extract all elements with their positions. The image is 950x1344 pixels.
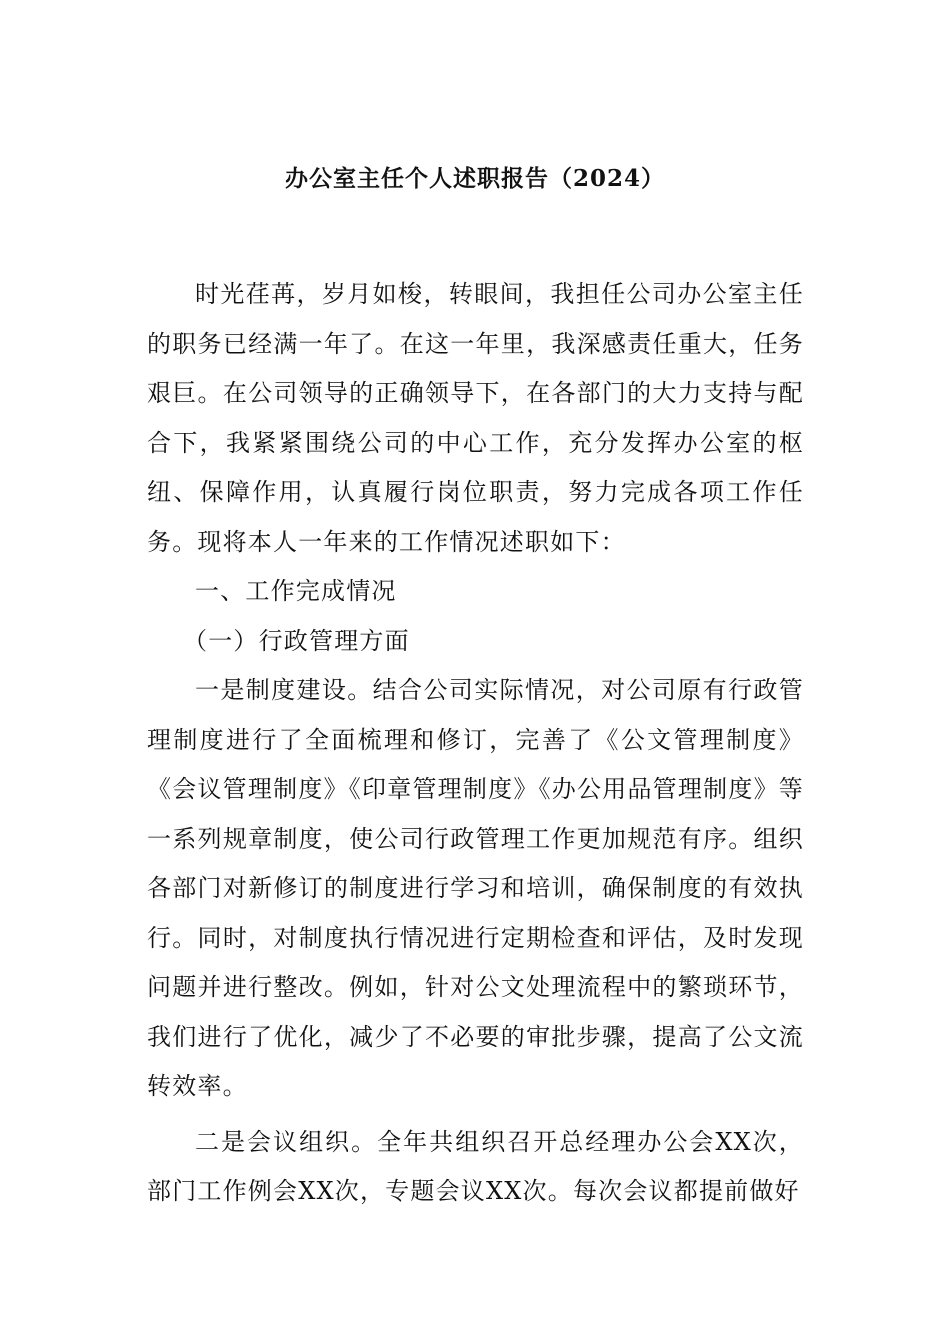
document-title: 办公室主任个人述职报告（2024） [284, 165, 665, 192]
paragraph-meeting-organization: 二是会议组织。全年共组织召开总经理办公会XX次，部门工作例会XX次，专题会议XX次。每次会议都提前做好 [147, 1127, 804, 1205]
subsection-heading-administration: （一）行政管理方面 [183, 626, 410, 655]
intro-paragraph: 时光荏苒，岁月如梭，转眼间，我担任公司办公室主任的职务已经满一年了。在这一年里，我深感责任重大，任务艰巨。在公司领导的正确领导下，在各部门的大力支持与配合下，我紧紧围绕公司的中心工作，充分发挥办公室的枢纽、保障作用，认真履行岗位职责，努力完成各项工作任务。现将本人一年来的工作情况述职如下： [147, 280, 804, 556]
document-body [147, 270, 804, 1217]
paragraph-system-building: 一是制度建设。结合公司实际情况，对公司原有行政管理制度进行了全面梳理和修订，完善了《公文管理制度》《会议管理制度》《印章管理制度》《办公用品管理制度》等一系列规章制度，使公司行政管理工作更加规范有序。组织各部门对新修订的制度进行学习和培训，确保制度的有效执行。同时，对制度执行情况进行定期检查和评估，及时发现问题并进行整改。例如，针对公文处理流程中的繁琐环节，我们进行了优化，减少了不必要的审批步骤，提高了公文流转效率。 [147, 676, 804, 1100]
section-heading-work-completion: 一、工作完成情况 [195, 577, 397, 605]
